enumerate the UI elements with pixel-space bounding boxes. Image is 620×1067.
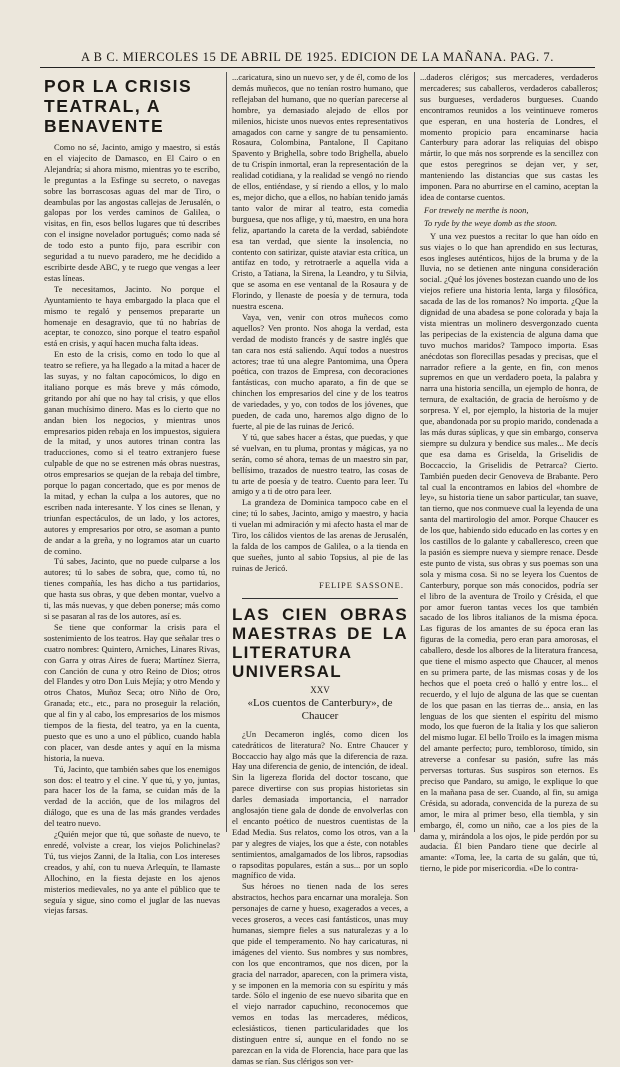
article-paragraph: Sus héroes no tienen nada de los seres abstractos, hechos para encarnar una moraleja. Son personajes de carne y hueso, exagerados a veces, a veces groseros, a veces casi fantásticos, unas muy humanas, siempre fieles a sus naturalezas y a lo que pide el temperamento. No hay caricaturas, ni imágenes del viento. Sus nombres y sus nombres, con los que encontramos, que nos dicen, por la gracia del narrador, aparecen, con la primera vista, y se imponen en la memoria con su espíritu y más tarde. Sólo el ingenio de ese nuevo sibarita que en el viejo narrador capuchino, reconocemos que vemos en todas las mercaderes, médicos, eclesiásticos, tienen particularidades que los distinguen entre sí, aunque en el fondo no se parezcan en la vida de Florencia, hace para que las damas se rían. Sus clérigos son ver- [232,881,408,1066]
page-header: A B C. MIERCOLES 15 DE ABRIL DE 1925. EDICION DE LA MAÑANA. PAG. 7. [81,50,554,64]
article-paragraph: En esto de la crisis, como en todo lo que al teatro se refiere, ya ha llegado a la mitad a hacer de las suyas, y no faltan capocómicos, lo digo en italiano porque es más breve y más cómodo, gritando por ahí que no hay tal crisis, y que ellos ganan muchísimo dinero. Mas es lo cierto que no andan bien los negocios, y mientras unos empresarios piden rebaja en los impuestos, siguiera de la mitad, y unos autores trinan contra las traducciones, como si el teatro extranjero fuese culpable de que no se estrenen más obras nuestras, otros empresarios se quejan de la rebaja del timbre, porque lo pagan concertado, que es por menos de la mitad, y echan la culpa a los autores, que no escriben nada interesante. Y los cines se llenan, y triunfan espectáculos, de un lado, y los actores, autores y empresarios por otro, se asoman a punto de andar a la greña, y no logramos atar un cuarto de comino. [44,349,220,556]
author-signature: FELIPE SASSONE. [319,579,404,590]
verse-line: For trewely ne merthe is noon, [424,204,529,215]
article-paragraph: Y una vez puestos a recitar lo que han oído en sus viajes o lo que han aprendido en sus lecturas, esos ingleses auténticos, hijos de la bruma y de la lluvia, no se detienen ante ninguna consideración social. ¿Qué los jóvenes bostezan cuando uno de los viejos refiere una historia lenta, larga y filosófica, sacada de las de los romanos? No importa. ¿Que la dignidad de una abadesa se pone colorada y baja la vista mientras un molinero desvergonzado cuenta las peripecias de la existencia de alguna dama que tuvo muchos maridos? Tampoco importa. Esas anécdotas son florecillas pesadas y precisas, que el narrador refiere a la gente, en fin, con menos supremos en que un verdadero poeta, la palabra y narra una historia sencilla, un ejemplo de honra, de ternura, de exaltación, de gracia de heroísmo y de sorpresa. Y el, por ejemplo, la historia de la mujer que, abandonada por su propio marido, condenada a las más duras súplicas, y que sin embargo, conserva siempre su dulzura y bendice sus males... Me decís que esa dama es Griselda, la Griselidis de Boccaccio, la Griselidis de Petrarca? Cierto. También pueden decir Genoveva de Brabante. Pero tal cual la encontramos en labios del «hombre de ley», su historia tiene un sabor particular, tan suave, tan tierno, que nos conmueve cual la leyenda de una santa del martirologio del amor. Porque Chaucer es de los que, habiendo sido educado en las cortes y en los castillos de lo galante y caballeresco, creen que la pasión es siempre nueva y siempre renace. Desde este punto de vista, sus obras y sus poemas son una sola y misma cosa. Si no se leyera los Cuentos de Canterbury, porque son más conocidos, podría ser el libro de la aventura de Troilo y Crésida, el que por amor fueron tantas veces los que también sacado de los libros italianos de la misma época. Las figuras de los amantes de su época eran las figuras de la comedia, pero eran para amorosas, el caballero, desde los albores de la literatura francesa, que tiene el mismo aspecto que Chaucer, al menos en su primera parte, de las mismas cosas y de los hechos que el poeta creó o halló y entre los... el recuerdo, y el lujo de alguna de las que se cuentan de los que pasan en las tierras de... ansia, en las lenguas de los que sienten el espíritu del mismo modo, los que fueron de la Italia y los que salieron del mismo lugar. El bello Troilo es la imagen misma del amante perfecto; puro, tembloroso, tímido, sin atreverse a confesar su pasión, sufre las más perversas torturas. Sus suspiros son eternos. Es preciso que Pandaro, su amigo, le explique lo que en la mañana pasa de ser. Cuando, al fin, su amiga Crésida, su adorada, convencida de la pureza de su amor, le mira al primer beso, ella tiembla, y sin embargo, él, como un niño, cae a los pies de la dama y, mirándola a los ojos, le pide perdón por su audacia. Él bien Pandaro tiene que decirle al amante: «Toma, lee, la carta de su galán, que tú, tierno, le pide por misericordia. «De lo contra- [420,230,599,874]
column-3 [420,72,599,874]
article-number: XXV [310,684,330,695]
article-paragraph: La grandeza de Dominica tampoco cabe en el cine; tú lo sabes, Jacinto, amigo y maestro, y hacia ti vuelan mi admiración y mi afecto hasta el mar de Tiro, los cálidos vientos de las arenas de Jerusalén, la falda de los campos de Galilea, o a la tienda en que sueñes, junto al sabio Topsius, al pie de las ruinas de Jericó. [232,497,408,573]
article-paragraph: Se tiene que conformar la crisis para el sostenimiento de los teatros. Hay que señalar tres o cuatro nombres: Quintero, Arniches, Linares Rivas, con Garra y otras Aires de fuera; Martínez Sierra, con Canción de cuna y otro Reino de Dios; otros del Flandes y otro Don Luis Mejía; y otro Mendo y otros Chatos, Muñoz Seca; otro Niño de Oro, Granada; etc., etc., para no proseguir la relación, que al fin y al cabo, los empresarios de los mismos tiempos de la fiesta, del teatro, ya en la cuenta, puesto que es uno a uno el público, cuando habla con placer, van desde antes y aquí en la misma historia, la nueva. [44,621,220,763]
article-paragraph: ...daderos clérigos; sus mercaderes, verdaderos mercaderes; sus caballeros, verdaderos caballeros; sus burgueses, verdaderos burgueses. Cuando encontramos reunidos a los veintinueve romeros que esperan, en una hostería de Londres, el momento propicio para encaminarse hacia Canterbury para adorar las reliquias del obispo mártir, lo que más nos sorprende es la sencillez con que estos peregrinos se dejan ver, y ser, manteniendo las distancias que sus castas les imponen. Para no aburrirse en el camino, aceptan la idea de contarse cuentos. [420,72,598,202]
article-headline: POR LA CRISIS TEATRAL, A BENAVENTE [44,76,193,136]
column-divider [226,72,227,832]
article-paragraph: ¿Quién mejor que tú, que soñaste de nuevo, te enredé, volviste a crear, los viejos Polichinelas? Tú, tus viejos Zanni, de la Italia, con Los intereses creados, y ahí, con tu nueva Arlequín, te llamaste Allochino, en la fiesta dejaste en los ajenos misterios medievales, no ya ante el público que te seguía y sigue, sino como el juglar de las nuevas viejas farsas. [44,829,220,916]
article-paragraph: Tú, Jacinto, que también sabes que los enemigos son dos: el teatro y el cine. Y que tú, y yo, juntas, para hacer los de la fama, se cuidan más de la verdad de la acción, que de los milagros del diálogo, que es una de las más grandes verdades del teatro nuevo. [44,763,220,829]
column-1 [44,72,220,916]
column-2 [232,72,408,1066]
article-divider [242,598,398,599]
article-paragraph: Y tú, que sabes hacer a éstas, que puedas, y que sé vuelvan, en tu pluma, prontas y mágicas, ya no serán, como sé ahora, temas de un maestro sin par, bellísimo, trazados de nuestro teatro, las cosas de tu arte de poesía y de teatro. Cuento para leer. Tu amigo y a ti de otro para leer. [232,431,408,497]
article-subtitle: «Los cuentos de Canterbury», de Chaucer [247,696,393,722]
article-headline: LAS CIEN OBRAS MAESTRAS DE LA LITERATURA UNIVERSAL [232,604,408,681]
header-rule [40,67,595,68]
verse-line: To ryde by the weye domb as the stoon. [424,217,558,228]
article-paragraph: ...caricatura, sino un nuevo ser, y de él, como de los demás muñecos, que no tenían rostro humano, que reflejaban del humano, que no querían parecerse al hombre, ya demasiado alejado de ellos por milenios, hiciste unos nuevos entes representativos amagados con carne y sangre de tu pensamiento. Rosaura, Colombina, Pantalone, Il Capitano Spavento y Brighella, sobre todo Brighella, abuelo de tu Crispín inmortal, eran la representación de la realidad cotidiana, y la realidad se vengó no riendo de ellos, entiéndase, y sí riendo a ellos, y lo malo es, mejor dicho, que a ellos, no habían tenido jamás tanto valor de mirar al teatro, esta comedia burguesa, que nos aflige, y tú, maestro, en una hora feliz, apartando la careta de la verdad, sabiéndote esa tan verdad, que siente la insolencia, no contento con satirizar, quiste ataviar esta crítica, un antifaz en todo, y retrotraerle a aquella vida a Cristo, a Tatiana, la Sirena, la Leandro, y tu Silvia, que se asoma en ese ventanal de la Rosaura y de Florindo, y llenaste de poesía y de ternura, toda nuestra escena. [232,72,408,312]
article-paragraph: Tú sabes, Jacinto, que no puede culparse a los autores; tú lo sabes de sobra, que, como tú, no tienes compañía, les has dicho a tus partidarios, que hasta sus obras, y que deben montar, vuelvo a ti, las más nuevas, y que deben ponerse; más como si se pasaran al ras de los autores, así es. [44,556,220,621]
column-divider [414,72,415,832]
article-paragraph: ¿Un Decameron inglés, como dicen los catedráticos de literatura? No. Entre Chaucer y Boccaccio hay algo más que la diferencia de raza. Hay una diferencia de genio, de intención, de ideal. Sin la ligereza florida del doctor toscano, que parece divertirse con sus propias historietas sin darles demasiada importancia, el narrador anglosajón tiene gala de donde de envolverlas con el encanto poético de nuestros cuentistas de la Edad Media. Sus relatos, como los otros, van a la par y alegres de viajes, los que a éste, con notables sentimientos, amalgamados de los libros, rapsodias o rapsoditas populares, están a sus... por un soplo magnífico de vida. [232,728,408,881]
article-paragraph: Te necesitamos, Jacinto. No porque el Ayuntamiento te haya embargado la placa que el mismo te regaló y pensemos prepararte un homenaje en desagravio, que tú no habrías de aceptar, te conozco, sino porque el teatro español está en crisis, y aquí hacen mucha falta ideas. [44,283,220,349]
article-paragraph: Como no sé, Jacinto, amigo y maestro, si estás en el viajecito de Damasco, en El Cairo o en Alejandría; si ahora mismo, mientras yo te escribo, le preguntas a la Esfinge su secreto, o navegas sobre las borrascosas aguas del mar de Tiro, o deambulas por las angostas callejas de Jerusalén, o galopas por los verdes caminos de Galilea, o visitas, en fin, esos bellos lugares que tú describes con el insigne novelador portugués; como nada sé de todo esto a punto fijo, para escribir con seguridad a tu nuevo paradero, me he decidido a escribirte desde ABC, y te ruego que vengas a leer estas líneas. [44,142,220,283]
article-paragraph: Vaya, ven, venir con otros muñecos como aquellos? Ven pronto. Nos ahoga la verdad, esta verdad de modisto francés y de sastre inglés que tan cara nos está saliendo. Aquí todos a nuestros actores; trae tú una alegre Pantomima, una Ópera poética, con trazos de Empresa, con decoraciones fantásticas, con mucho aparato, a fin de que se chinchen los empresarios del cine y de los teatros de variedades, y yo, con todos de los jóvenes, que pueden, de cada uno, haremos algo digno de lo fuerte, al pie de las ruinas de Jericó. [232,311,408,431]
